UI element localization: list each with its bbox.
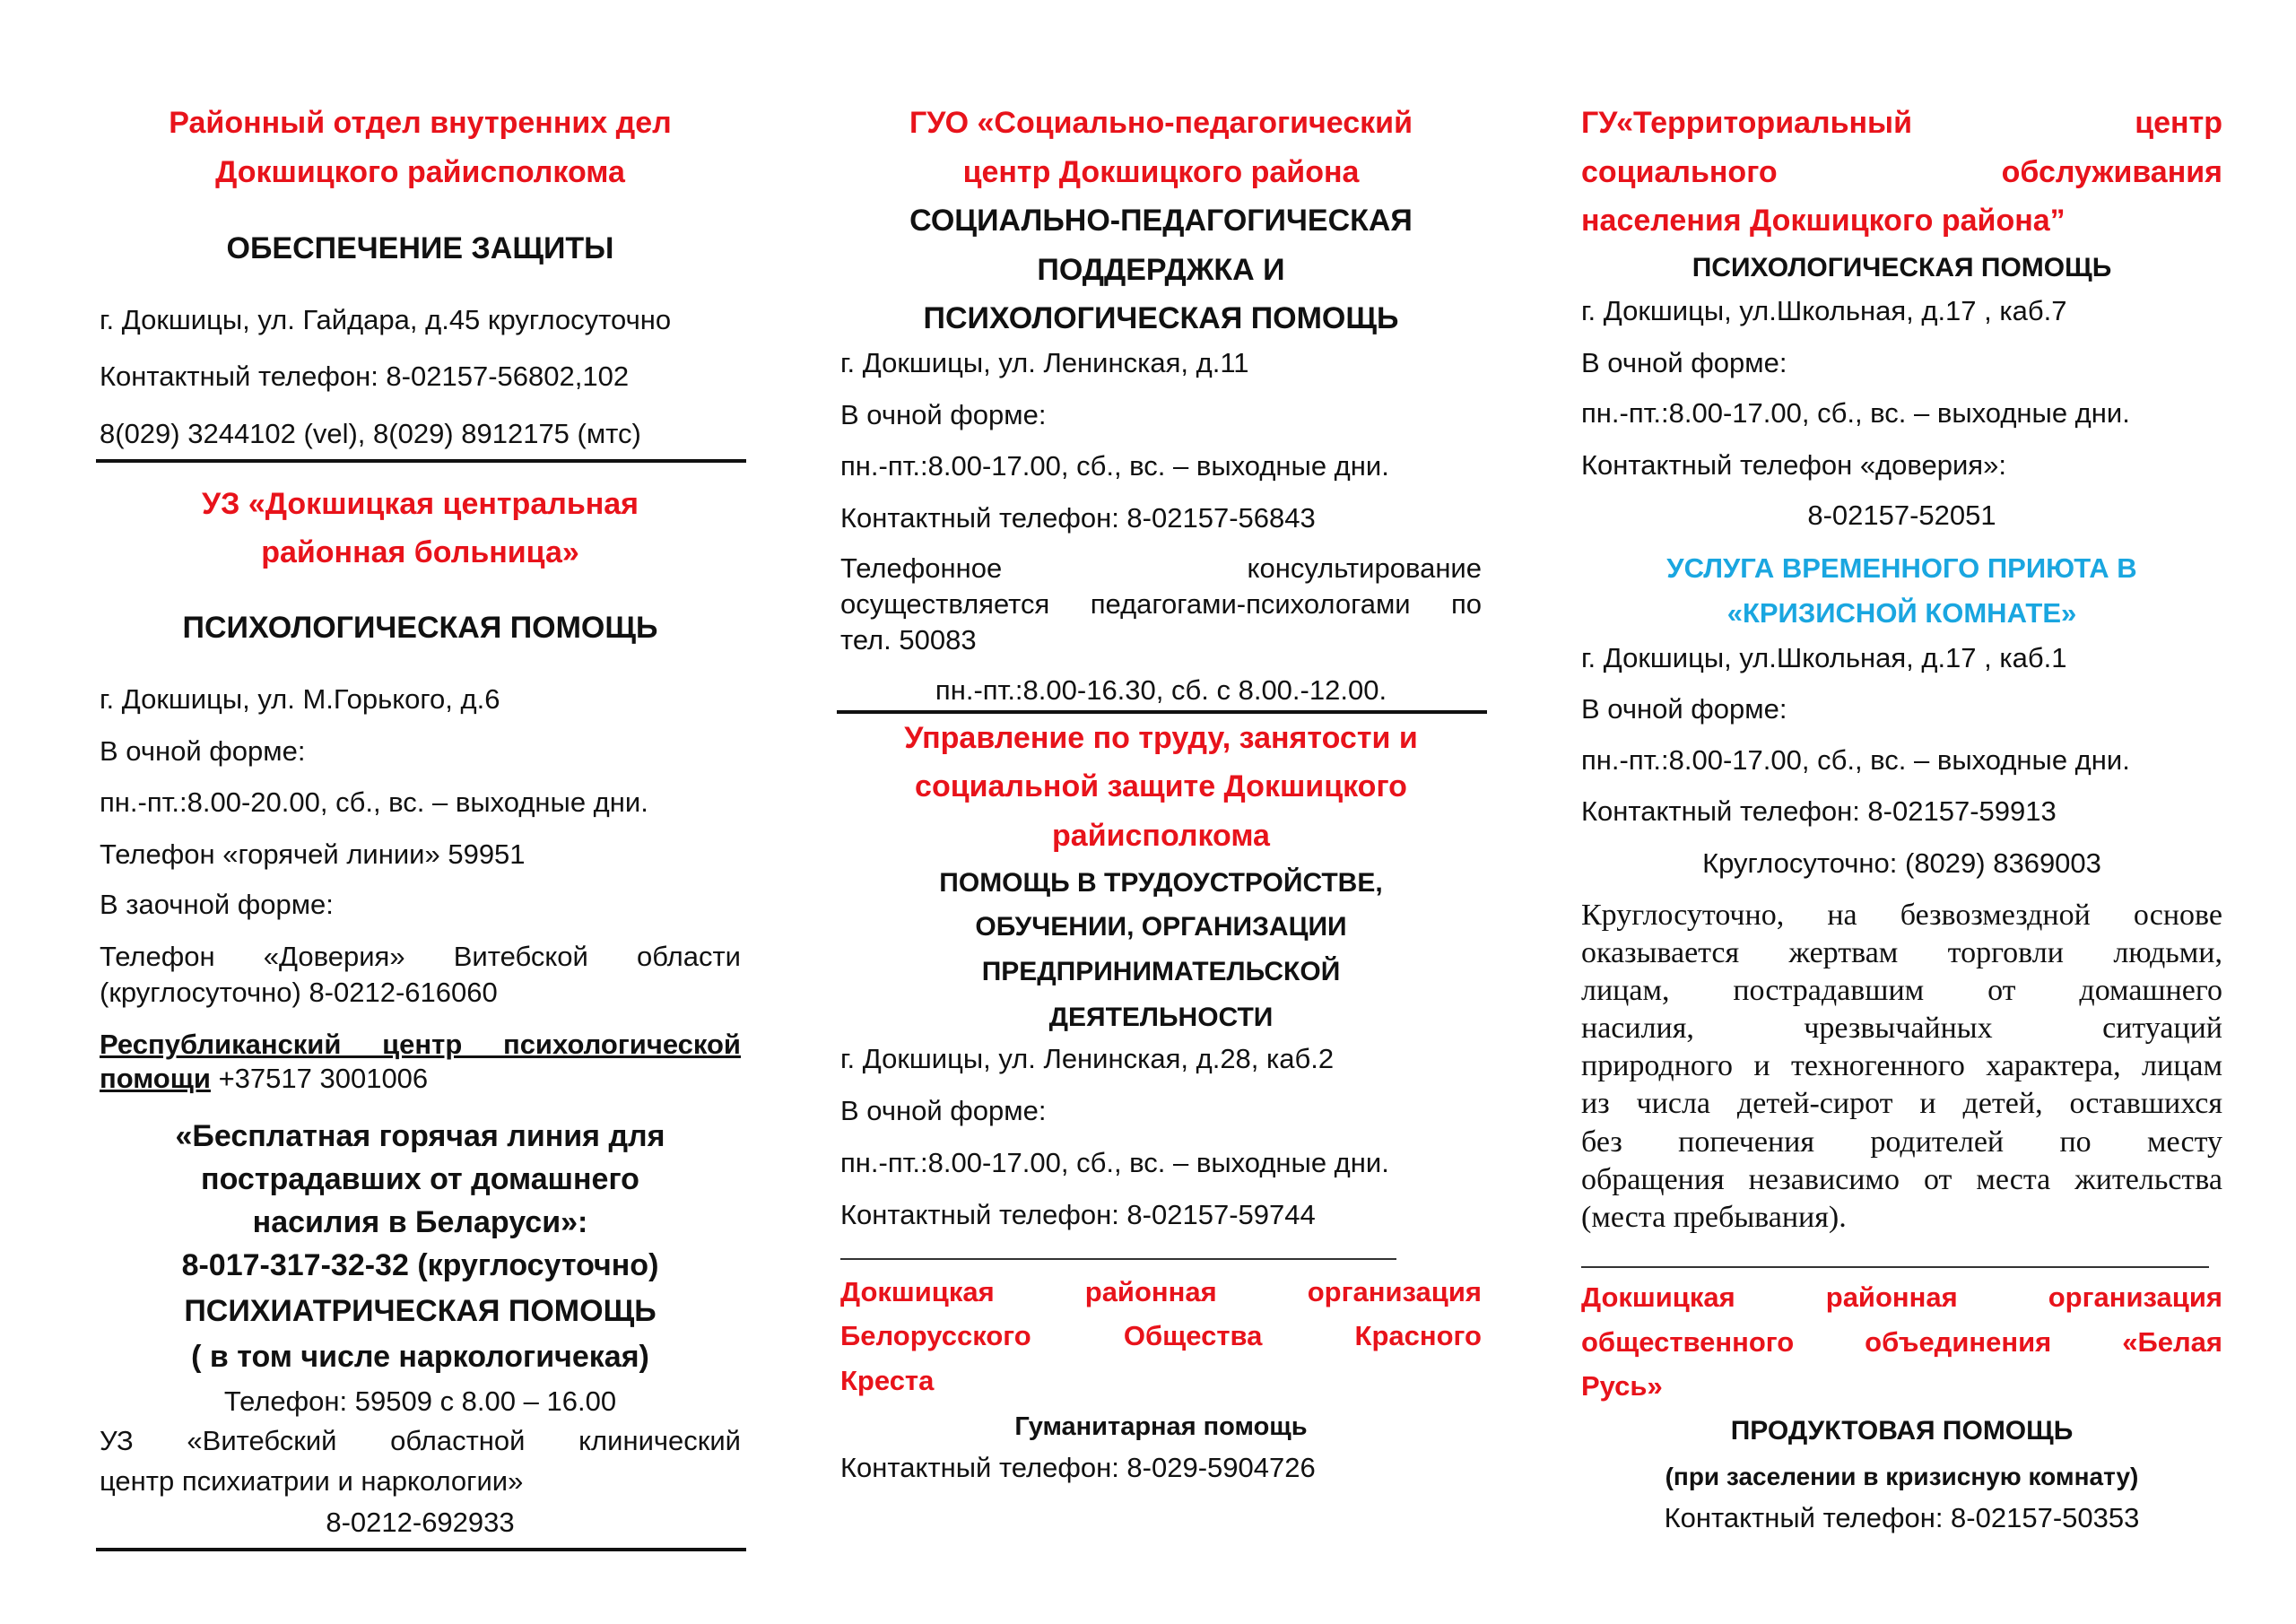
service-heading: ОБУЧЕНИИ, ОРГАНИЗАЦИИ [975,912,1347,942]
hours: пн.-пт.:8.00-17.00, сб., вс. – выходные дни. [1581,397,2130,429]
org-heading: Управление по труду, занятости и [904,721,1418,755]
phone: Телефон «горячей линии» 59951 [100,838,526,870]
org-heading: населения Докшицкого района” [1581,204,2066,238]
org-heading: ГУО «Социально-педагогический [909,106,1413,140]
org-heading: райисполкома [1052,819,1270,853]
service-heading: ПСИХОЛОГИЧЕСКАЯ ПОМОЩЬ [1692,253,2112,282]
org-heading: ГУ«Территориальный центр [1581,106,2222,140]
paragraph-line: насилия, чрезвычайных ситуаций [1581,1012,2222,1045]
text-line: центр психиатрии и наркологии» [100,1465,524,1497]
service-heading: ДЕЯТЕЛЬНОСТИ [1048,1003,1274,1032]
service-heading: ОБЕСПЕЧЕНИЕ ЗАЩИТЫ [226,231,614,265]
address: г. Докшицы, ул. М.Горького, д.6 [100,683,500,715]
hours: пн.-пт.:8.00-17.00, сб., вс. – выходные дни. [1581,744,2130,776]
phone: (круглосуточно) 8-0212-616060 [100,977,498,1008]
paragraph-line: лицам, пострадавшим от домашнего [1581,974,2222,1007]
service-heading: ( в том числе наркологичекая) [191,1340,649,1374]
hotline-heading: «Бесплатная горячая линия для [175,1119,665,1153]
service-heading: ПСИХОЛОГИЧЕСКАЯ ПОМОЩЬ [923,301,1399,335]
address: г. Докшицы, ул.Школьная, д.17 , каб.1 [1581,642,2067,673]
phone: Контактный телефон: 8-02157-59744 [840,1199,1316,1230]
hotline-heading: насилия в Беларуси»: [252,1205,588,1239]
hours: пн.-пт.:8.00-17.00, сб., вс. – выходные дни. [840,450,1389,482]
address: г. Докшицы, ул.Школьная, д.17 , каб.7 [1581,295,2067,326]
service-heading: ПСИХОЛОГИЧЕСКАЯ ПОМОЩЬ [182,611,658,645]
rep-center-link: Республиканский центр психологической [100,1029,741,1060]
text-line: Контактный телефон «доверия»: [1581,449,2006,481]
text-line: осуществляется педагогами-психологами по [840,588,1482,620]
service-heading: УСЛУГА ВРЕМЕННОГО ПРИЮТА В [1666,552,2137,584]
paragraph-line: оказывается жертвам торговли людьми, [1581,936,2222,969]
org-heading: Русь» [1581,1370,1663,1402]
text-line: В очной форме: [840,1095,1047,1126]
text-line: В очной форме: [100,735,306,767]
service-heading: (при заселении в кризисную комнату) [1665,1463,2139,1490]
paragraph-line: Круглосуточно, на безвозмездной основе [1581,899,2222,932]
hours: пн.-пт.:8.00-16.30, сб. с 8.00.-12.00. [935,674,1387,706]
address: г. Докшицы, ул. Ленинская, д.28, каб.2 [840,1043,1335,1074]
paragraph-line: природного и техногенного характера, лицам [1581,1049,2222,1082]
hotline-heading: пострадавших от домашнего [201,1162,639,1196]
text-line: В очной форме: [840,399,1047,430]
rep-center-link: помощи [100,1063,211,1094]
org-heading: Докшицкая районная организация [1581,1281,2222,1313]
phone: +37517 3001006 [218,1063,429,1094]
service-heading: СОЦИАЛЬНО-ПЕДАГОГИЧЕСКАЯ [909,204,1413,238]
phone: 8-02157-52051 [1807,499,1996,531]
phone: Контактный телефон: 8-02157-50353 [1664,1502,2140,1533]
org-heading: Докшицкого райисполкома [215,155,625,189]
phone: Контактный телефон: 8-02157-59913 [1581,795,2057,827]
phone: Телефон: 59509 с 8.00 – 16.00 [223,1385,617,1417]
service-heading: ПРЕДПРИНИМАТЕЛЬСКОЙ [981,957,1341,986]
service-heading: «КРИЗИСНОЙ КОМНАТЕ» [1726,597,2077,629]
divider [840,1258,1396,1260]
text-line: УЗ «Витебский областной клинический [100,1425,741,1456]
service-heading: ПОДДЕРДЖКА И [1037,253,1285,287]
text-line: Телефонное консультирование [840,552,1482,584]
text-line: В очной форме: [1581,347,1787,378]
divider [1581,1266,2209,1268]
text-line: В заочной форме: [100,889,334,920]
service-heading: ПСИХИАТРИЧЕСКАЯ ПОМОЩЬ [184,1294,657,1328]
divider [96,459,746,463]
org-heading: центр Докшицкого района [962,155,1360,189]
phone: Телефон «Доверия» Витебской области [100,941,741,972]
org-heading: Белорусского Общества Красного [840,1320,1482,1351]
rep-center-line [100,1056,741,1101]
org-heading: Креста [840,1365,935,1396]
org-heading: общественного объединения «Белая [1581,1326,2222,1358]
org-heading: районная больница» [261,535,579,569]
paragraph-line: из числа детей-сирот и детей, оставшихся [1581,1087,2222,1120]
phone: Контактный телефон: 8-02157-56843 [840,502,1316,534]
org-heading: Районный отдел внутренних дел [169,106,672,140]
service-heading: ПОМОЩЬ В ТРУДОУСТРОЙСТВЕ, [939,868,1383,898]
divider [837,710,1487,714]
divider [96,1548,746,1551]
phone: 8-0212-692933 [326,1507,515,1538]
phone: Контактный телефон: 8-029-5904726 [840,1452,1316,1483]
phone: тел. 50083 [840,624,977,656]
phone: 8(029) 3244102 (vel), 8(029) 8912175 (мтс) [100,418,641,449]
phone: Круглосуточно: (8029) 8369003 [1702,847,2101,879]
text-line: В очной форме: [1581,693,1787,725]
hours: пн.-пт.:8.00-17.00, сб., вс. – выходные дни. [840,1147,1389,1178]
phone: Контактный телефон: 8-02157-56802,102 [100,360,630,392]
hotline-phone: 8-017-317-32-32 (круглосуточно) [181,1248,659,1282]
org-heading: Докшицкая районная организация [840,1276,1482,1307]
org-heading: социального обслуживания [1581,155,2222,189]
org-heading: УЗ «Докшицкая центральная [201,487,639,521]
service-heading: Гуманитарная помощь [1014,1412,1308,1441]
address: г. Докшицы, ул. Гайдара, д.45 круглосуточно [100,304,672,335]
service-heading: ПРОДУКТОВАЯ ПОМОЩЬ [1730,1416,2074,1446]
hours: пн.-пт.:8.00-20.00, сб., вс. – выходные дни. [100,786,648,818]
paragraph-line: без попечения родителей по месту [1581,1125,2222,1159]
address: г. Докшицы, ул. Ленинская, д.11 [840,347,1249,378]
paragraph-line: обращения независимо от места жительства [1581,1163,2222,1196]
org-heading: социальной защите Докшицкого [915,769,1407,803]
paragraph-line: (места пребывания). [1581,1201,1847,1234]
